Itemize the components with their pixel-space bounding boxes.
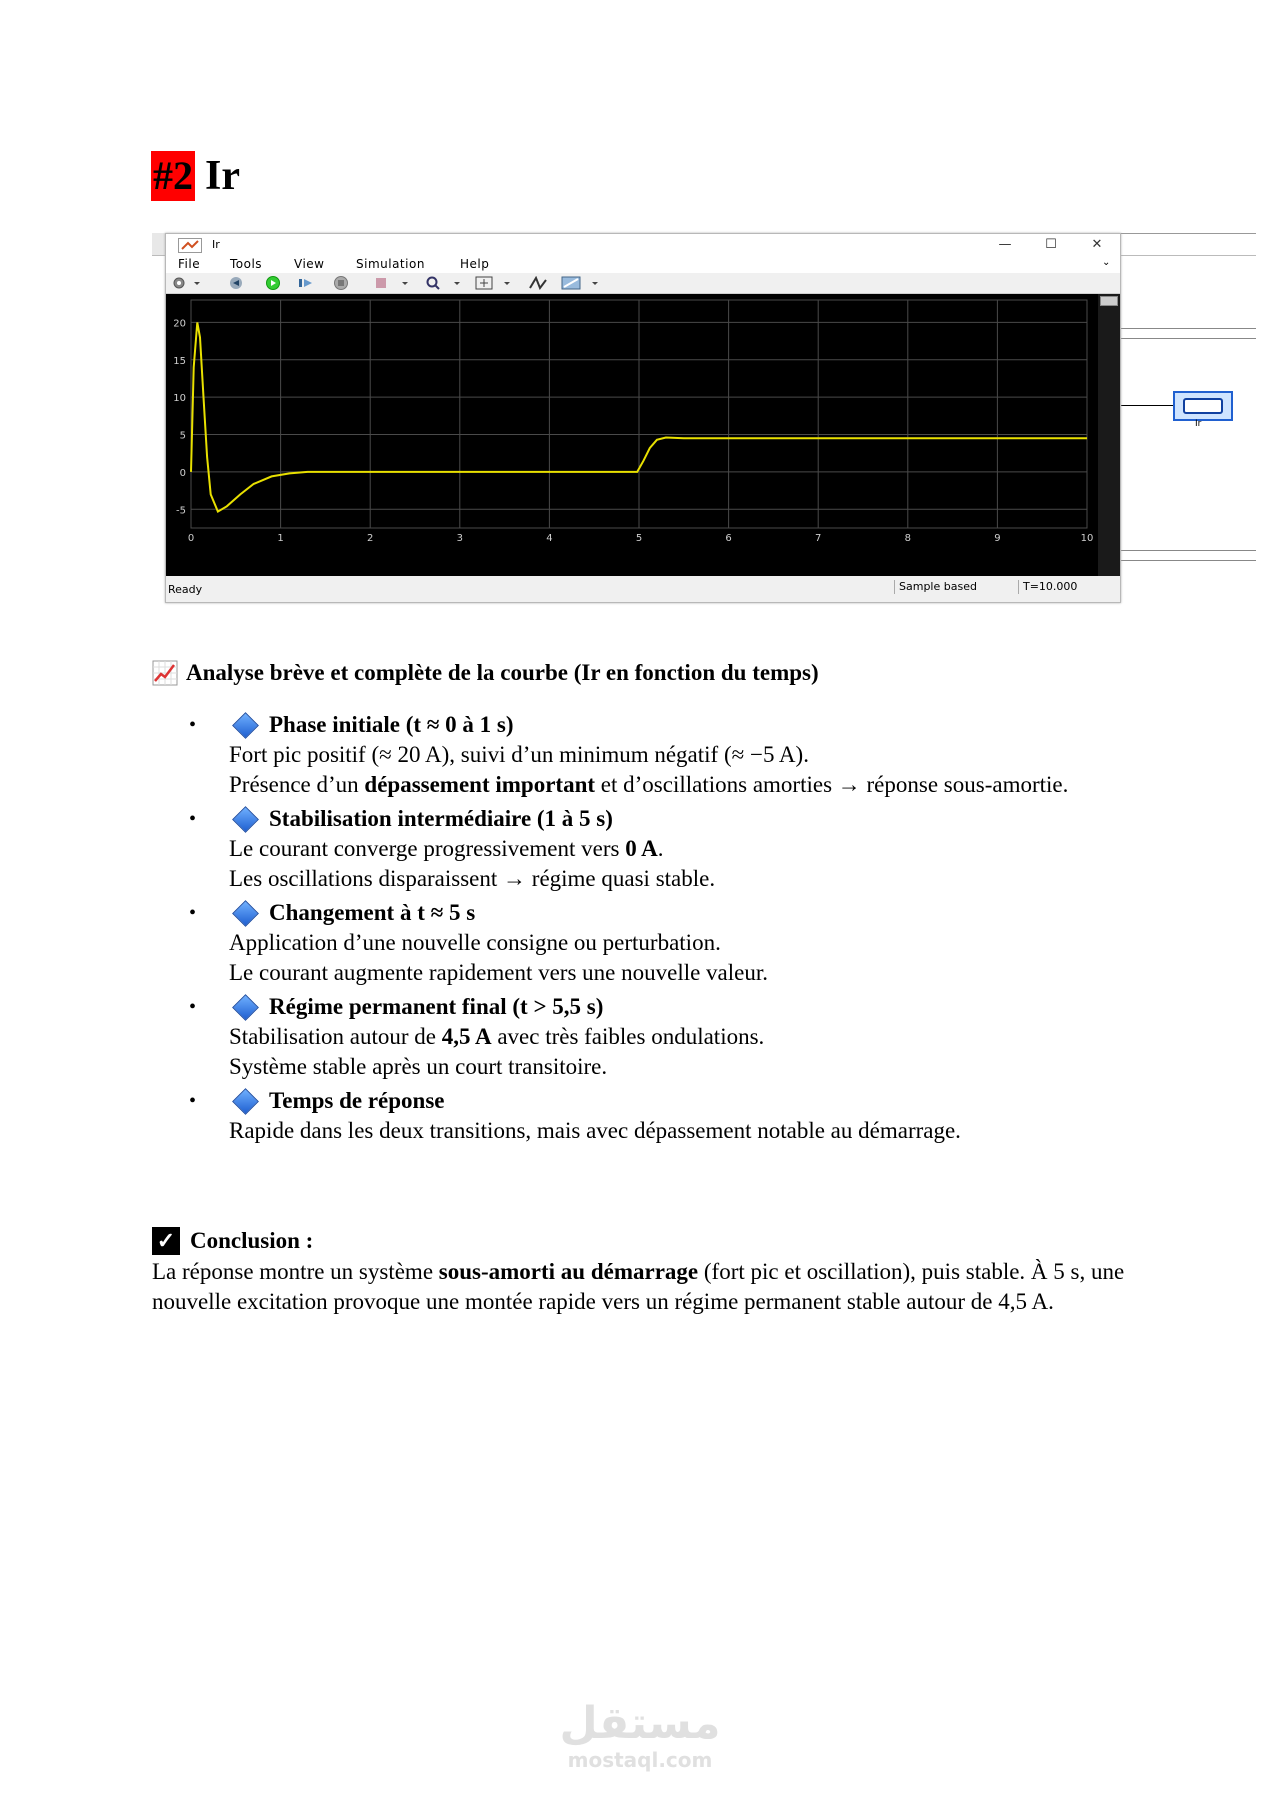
maximize-button[interactable]: ☐ <box>1045 237 1057 252</box>
run-icon[interactable] <box>262 276 284 290</box>
section-heading <box>151 150 240 202</box>
menu-simulation[interactable]: Simulation <box>356 257 425 271</box>
analysis-title-text: Analyse brève et complète de la courbe (Ir en fonction du temps) <box>186 660 819 685</box>
y-tick-label: -5 <box>176 505 186 517</box>
watermark-latin: mostaql.com <box>567 1748 713 1772</box>
x-tick-label: 9 <box>994 533 1001 544</box>
bullet: • <box>189 808 197 830</box>
x-tick-label: 7 <box>815 533 822 544</box>
menu-help[interactable]: Help <box>460 257 490 271</box>
expand-toggle-icon[interactable] <box>1100 296 1118 306</box>
settings-icon[interactable] <box>172 276 202 290</box>
point-text: Rapide dans les deux transitions, mais avec dépassement notable au démarrage. <box>229 1118 961 1143</box>
conclusion-text: La réponse montre un système sous-amorti au démarrage (fort pic et oscillation), puis stable. À 5 s, une nouvelle excitation provoque une montée rapide vers un régime permanent stable autour de 4,5 A. <box>152 1259 1125 1314</box>
signal-line <box>1119 338 1256 339</box>
list-item <box>152 898 1112 988</box>
signal-line <box>1119 560 1256 561</box>
y-tick-label: 0 <box>179 467 186 479</box>
point-heading: Temps de réponse <box>269 1088 445 1113</box>
conclusion-section <box>152 1227 1132 1317</box>
analysis-section <box>152 660 1112 1150</box>
y-tick-label: 20 <box>173 318 186 330</box>
y-tick-label: 5 <box>179 430 186 442</box>
point-text: Le courant augmente rapidement vers une nouvelle valeur. <box>229 960 769 985</box>
diagram-left-stub <box>152 233 166 255</box>
blue-diamond-icon <box>232 900 259 927</box>
minimize-button[interactable]: — <box>998 237 1012 252</box>
scope-plot[interactable] <box>166 294 1120 576</box>
step-forward-icon[interactable] <box>296 276 318 290</box>
point-text: Application d’une nouvelle consigne ou perturbation. <box>229 930 721 955</box>
plot-side-strip <box>1098 294 1120 576</box>
scope-block-label: Ir <box>1195 419 1202 429</box>
x-tick-label: 6 <box>725 533 732 544</box>
point-text: Les oscillations disparaissent → régime quasi stable. <box>229 866 716 891</box>
bullet: • <box>189 996 197 1018</box>
point-heading: Stabilisation intermédiaire (1 à 5 s) <box>269 806 613 831</box>
close-button[interactable]: ✕ <box>1091 237 1103 252</box>
point-text: Le courant converge progressivement vers 0 A. <box>229 836 664 861</box>
menu-view[interactable]: View <box>294 257 325 271</box>
analysis-title <box>152 660 1112 686</box>
menu-bar <box>166 256 1120 273</box>
plot-canvas <box>166 294 1098 576</box>
scope-block[interactable] <box>1173 391 1233 421</box>
point-text: Présence d’un dépassement important et d’oscillations amorties → réponse sous-amortie. <box>229 772 1069 797</box>
watermark-arabic: مستقل <box>559 1698 721 1749</box>
menu-tools[interactable]: Tools <box>230 257 263 271</box>
menu-collapse-icon[interactable]: ⌄ <box>1102 257 1111 268</box>
bullet: • <box>189 902 197 924</box>
x-tick-label: 10 <box>1080 533 1094 544</box>
stop-icon[interactable] <box>330 276 352 290</box>
x-tick-label: 5 <box>635 533 643 544</box>
menu-file[interactable]: File <box>178 257 201 271</box>
x-tick-label: 2 <box>367 533 374 544</box>
signal-icon[interactable] <box>528 276 550 290</box>
conclusion-heading-text: Conclusion : <box>190 1228 314 1253</box>
scope-window <box>165 233 1121 603</box>
point-text: Fort pic positif (≈ 20 A), suivi d’un minimum négatif (≈ −5 A). <box>229 742 809 767</box>
blue-diamond-icon <box>232 1088 259 1115</box>
status-mode: Sample based <box>894 580 977 594</box>
scope-screen-icon <box>1183 398 1223 414</box>
list-item <box>152 804 1112 894</box>
zoom-icon[interactable] <box>424 276 464 290</box>
x-tick-label: 0 <box>187 533 195 544</box>
point-text: Stabilisation autour de 4,5 A avec très faibles ondulations. <box>229 1024 765 1049</box>
y-tick-label: 15 <box>173 355 186 367</box>
conclusion-heading <box>152 1227 1132 1255</box>
autoscale-icon[interactable] <box>474 276 514 290</box>
watermark <box>555 1700 725 1772</box>
heading-number: #2 <box>151 151 195 201</box>
signal-line <box>1119 550 1256 551</box>
x-tick-label: 8 <box>904 533 911 544</box>
analysis-list <box>152 710 1112 1146</box>
x-tick-label: 3 <box>456 533 463 544</box>
point-heading: Régime permanent final (t > 5,5 s) <box>269 994 604 1019</box>
status-bar <box>166 576 1120 602</box>
list-item <box>152 710 1112 800</box>
list-item <box>152 1086 1112 1146</box>
highlight-icon[interactable] <box>374 276 410 290</box>
window-title: Ir <box>212 238 220 251</box>
blue-diamond-icon <box>232 994 259 1021</box>
y-tick-label: 10 <box>173 393 186 405</box>
point-text: Système stable après un court transitoire. <box>229 1054 608 1079</box>
point-heading: Changement à t ≈ 5 s <box>269 900 476 925</box>
blue-diamond-icon <box>232 712 259 739</box>
status-time: T=10.000 <box>1018 580 1077 594</box>
matlab-icon <box>178 238 202 253</box>
step-back-icon[interactable] <box>226 276 252 290</box>
blue-diamond-icon <box>232 806 259 833</box>
check-mark-icon: ✓ <box>152 1227 180 1255</box>
measurement-icon[interactable] <box>560 276 604 290</box>
bullet: • <box>189 1090 197 1112</box>
x-tick-label: 4 <box>546 533 553 544</box>
status-ready: Ready <box>168 583 203 596</box>
title-bar <box>166 234 1120 256</box>
list-item <box>152 992 1112 1082</box>
toolbar <box>166 273 1120 294</box>
heading-title: Ir <box>205 153 240 199</box>
signal-line-to-scope <box>1119 405 1173 406</box>
bullet: • <box>189 714 197 736</box>
x-tick-label: 1 <box>277 533 284 544</box>
signal-line <box>1119 328 1256 329</box>
point-heading: Phase initiale (t ≈ 0 à 1 s) <box>269 712 514 737</box>
chart-increasing-icon <box>152 660 178 686</box>
